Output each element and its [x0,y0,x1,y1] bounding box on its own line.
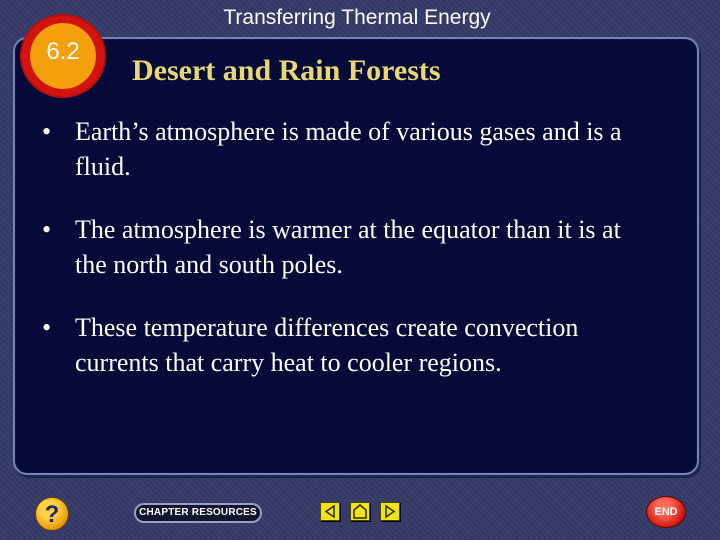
chapter-title: Transferring Thermal Energy [223,6,491,29]
bullet-item [30,310,640,380]
next-button[interactable] [380,502,400,521]
previous-button[interactable] [320,502,340,521]
bullet-dot-icon: • [42,215,52,244]
home-button[interactable] [350,502,370,521]
bullet-dot-icon: • [42,117,52,146]
question-mark-icon: ? [44,501,60,528]
section-number: 6.2 [46,38,80,65]
bullet-list [30,114,640,408]
bullet-text: The atmosphere is warmer at the equator than it is at the north and south poles. [75,215,621,279]
help-button[interactable] [35,497,69,531]
bullet-item [30,114,640,184]
end-button[interactable]: END [646,496,686,528]
bullet-item [30,212,640,282]
next-arrow-icon [381,503,399,520]
chapter-resources-button[interactable]: CHAPTER RESOURCES [134,503,262,523]
section-number-badge [20,14,106,98]
home-icon [351,503,369,520]
previous-arrow-icon [321,503,339,520]
bullet-text: Earth’s atmosphere is made of various gases and is a fluid. [75,117,622,181]
bullet-dot-icon: • [42,313,52,342]
slide-title: Desert and Rain Forests [132,54,441,87]
bullet-text: These temperature differences create convection currents that carry heat to cooler regions. [75,313,579,377]
